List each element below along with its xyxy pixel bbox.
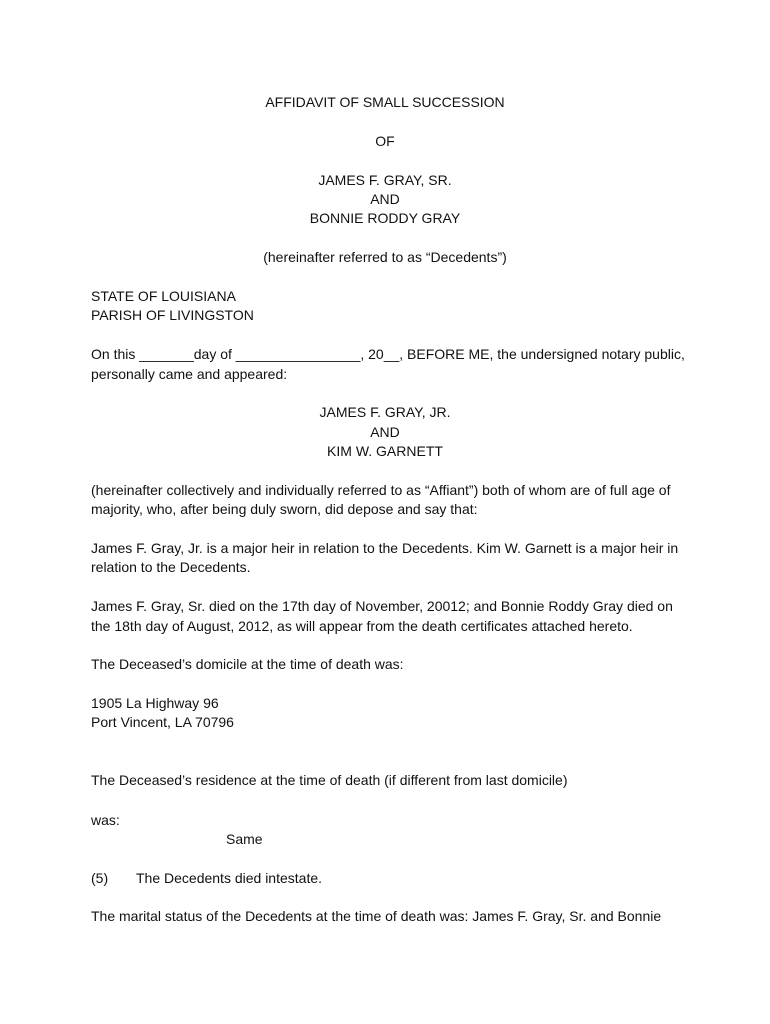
decedents-note: (hereinafter referred to as “Decedents”)	[263, 249, 507, 265]
domicile-address-line-2: Port Vincent, LA 70796	[91, 714, 234, 730]
affiant-name-2: KIM W. GARNETT	[327, 443, 443, 459]
affiant-note-line-2: majority, who, after being duly sworn, did depose and say that:	[91, 501, 478, 517]
intestate-text: The Decedents died intestate.	[136, 870, 323, 886]
decedent-and: AND	[370, 191, 400, 207]
decedent-name-2: BONNIE RODDY GRAY	[309, 210, 461, 226]
venue-state: STATE OF LOUISIANA	[91, 288, 236, 304]
domicile-address-line-1: 1905 La Highway 96	[91, 695, 219, 711]
of-heading: OF	[375, 133, 395, 149]
document-title: AFFIDAVIT OF SMALL SUCCESSION	[265, 94, 505, 110]
domicile-label: The Deceased’s domicile at the time of death was:	[91, 656, 404, 672]
affiant-note-line-1: (hereinafter collectively and individually referred to as “Affiant”) both of whom are of full age of	[91, 482, 671, 498]
appearance-line-1: On this _______day of ________________, 20__, BEFORE ME, the undersigned notary public,	[91, 346, 685, 362]
heirs-line-1: James F. Gray, Jr. is a major heir in relation to the Decedents. Kim W. Garnett is a major heir in	[91, 540, 679, 556]
affiant-and: AND	[370, 424, 400, 440]
affiant-name-1: JAMES F. GRAY, JR.	[319, 404, 451, 420]
residence-value: Same	[226, 831, 263, 847]
residence-was: was:	[91, 812, 120, 828]
residence-label: The Deceased’s residence at the time of death (if different from last domicile)	[91, 772, 568, 788]
intestate-number: (5)	[91, 870, 109, 886]
venue-parish: PARISH OF LIVINGSTON	[91, 307, 254, 323]
deaths-line-1: James F. Gray, Sr. died on the 17th day of November, 20012; and Bonnie Roddy Gray died on	[91, 598, 673, 614]
marital-status-line-1: The marital status of the Decedents at the time of death was: James F. Gray, Sr. and Bonnie	[91, 908, 662, 924]
decedent-name-1: JAMES F. GRAY, SR.	[318, 172, 452, 188]
appearance-line-2: personally came and appeared:	[91, 366, 288, 382]
intestate-item	[91, 870, 690, 887]
deaths-line-2: the 18th day of August, 2012, as will appear from the death certificates attached hereto.	[91, 618, 633, 634]
heirs-line-2: relation to the Decedents.	[91, 559, 251, 575]
